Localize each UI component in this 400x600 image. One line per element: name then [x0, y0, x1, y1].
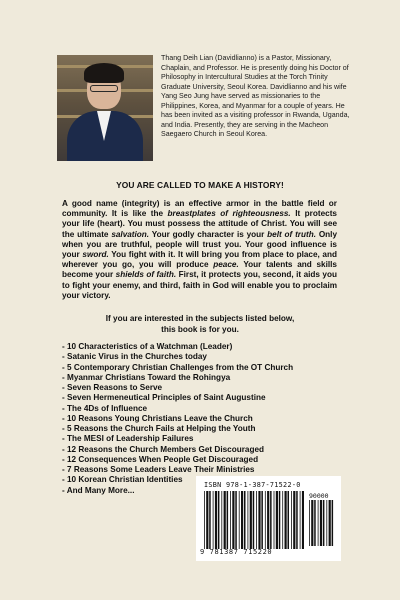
- subject-item: - The MESI of Leadership Failures: [62, 434, 194, 444]
- intro-emphasis: breastplates of righteousness.: [167, 209, 291, 219]
- intro-text: A good name (integrity) is an effective armor in the battle field or community. It is like the: [62, 199, 337, 219]
- isbn-number: ISBN 978-1-387-71522-0: [204, 481, 301, 489]
- subject-item: - 10 Characteristics of a Watchman (Leader): [62, 342, 233, 351]
- barcode-bars-icon: [204, 491, 304, 549]
- intro-text: It protects your life (heart). You must possess the attitude of Christ. You will see the ultimate: [62, 209, 337, 239]
- author-bio: Thang Deih Lian (Davidlianno) is a Pastor, Missionary, Chaplain, and Professor. He is presently doing his Doctor of Philosophy in Intercultural Studies at the Torch Trinity Graduate University, Seoul Korea. Davidlianno and his wife Yang Seo Jung have served as missionaries to the Philippines, Korea, and Myanmar for a couple of years. He has been invited as a visiting professor in Rwanda, Uganda, and India. Presently, they are serving in the Macheon Saegaero Church in Seoul Korea.: [161, 54, 350, 139]
- subject-item: - The 4Ds of Influence: [62, 403, 148, 413]
- headline: YOU ARE CALLED TO MAKE A HISTORY!: [116, 180, 284, 190]
- author-glasses: [90, 85, 118, 92]
- intro-emphasis: peace.: [213, 260, 239, 270]
- subject-item: - Seven Reasons to Serve: [62, 383, 163, 392]
- subject-item: - 12 Reasons the Church Members Get Discouraged: [62, 444, 265, 454]
- subject-item: - 10 Reasons Young Christians Leave the Church: [62, 413, 253, 423]
- subject-list: [62, 342, 342, 496]
- subject-item: - Myanmar Christians Toward the Rohingya: [62, 372, 231, 382]
- intro-emphasis: salvation.: [111, 229, 150, 239]
- barcode-digits: 9 781387 715220: [200, 548, 273, 556]
- intro-text: Your godly character is your: [149, 229, 268, 239]
- intro-text: You fight with it. It will bring you from place to place, and wherever you go, you will produce: [62, 250, 337, 270]
- intro-text: Your talents and skills become your: [62, 260, 337, 280]
- subjects-intro: [0, 314, 400, 335]
- subject-item: - 5 Contemporary Christian Challenges from the OT Church: [62, 362, 294, 372]
- author-hair: [84, 63, 124, 83]
- intro-emphasis: shields of faith.: [115, 270, 177, 280]
- subject-item: - And Many More...: [62, 485, 135, 495]
- barcode-addon-bars-icon: [309, 500, 337, 546]
- subject-item: - 12 Consequences When People Get Discouraged: [62, 454, 259, 464]
- subject-item: - Satanic Virus in the Churches today: [62, 352, 207, 362]
- subjects-intro-line: this book is for you.: [161, 324, 239, 334]
- intro-emphasis: belt of truth.: [267, 229, 316, 239]
- subject-item: - 7 Reasons Some Leaders Leave Their Ministries: [62, 465, 255, 474]
- intro-emphasis: sword.: [82, 250, 109, 260]
- author-photo: [57, 55, 153, 161]
- subject-item: - Seven Hermeneutical Principles of Saint Augustine: [62, 393, 266, 403]
- subject-item: - 10 Korean Christian Identities: [62, 475, 183, 485]
- subject-item: - 5 Reasons the Church Fails at Helping the Youth: [62, 424, 256, 433]
- isbn-barcode: [196, 476, 341, 561]
- subjects-intro-line: If you are interested in the subjects listed below,: [105, 314, 295, 323]
- price-code: 90000: [309, 492, 329, 500]
- intro-paragraph: [62, 199, 337, 301]
- intro-text: First, it protects you, second, it aids you to fight your enemy, and third, faith in God will enable you to proclaim your victory.: [62, 270, 337, 300]
- intro-text: Only when you are truthful, people will trust you. Your good influence is your: [62, 229, 338, 260]
